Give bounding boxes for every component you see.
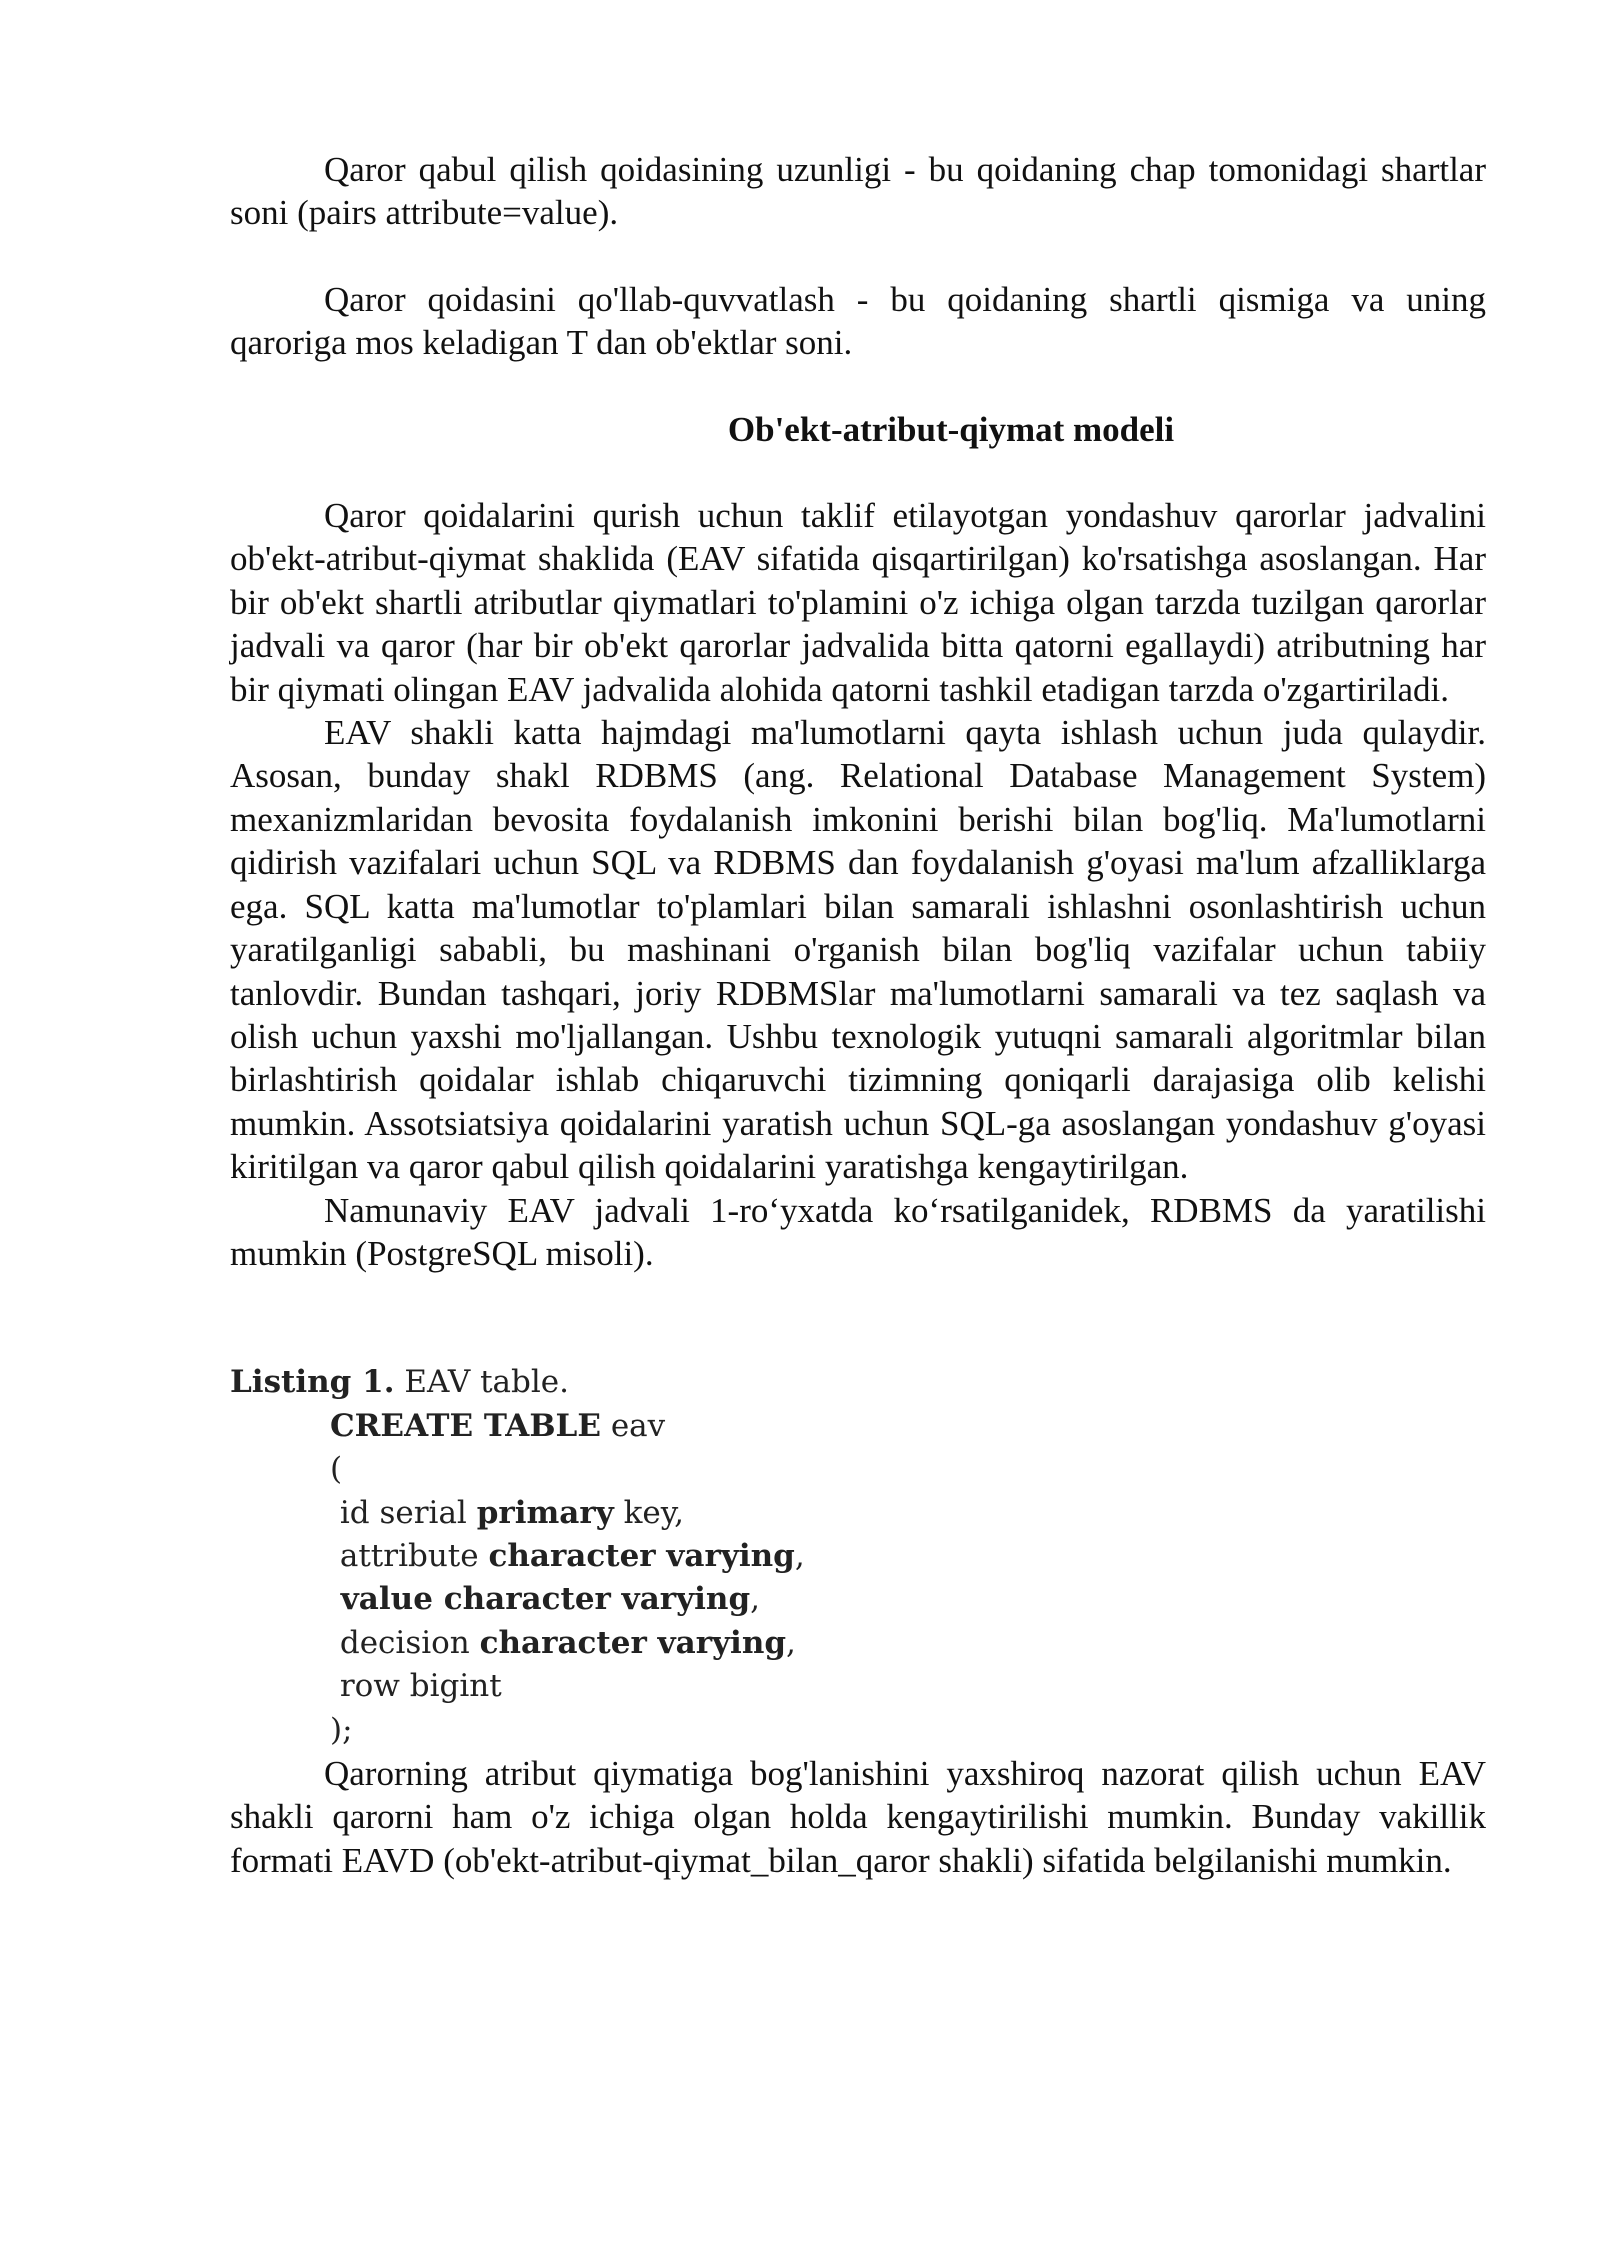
code-line-id [230, 1492, 1486, 1535]
document-page [230, 148, 1486, 1882]
paragraph-eavd: Qarorning atribut qiymatiga bog'lanishini yaxshiroq nazorat qilish uchun EAV shakli qarorni ham o'z ichiga olgan holda kengaytirilishi mumkin. Bunday vakillik formati EAVD (ob'ekt-atribut-qiymat_bilan_qaror shakli) sifatida belgilanishi mumkin. [230, 1754, 1486, 1880]
spacer [230, 235, 1486, 278]
code-text: , [750, 1581, 760, 1618]
paragraph-rule-length: Qaror qabul qilish qoidasining uzunligi - bu qoidaning chap tomonidagi shartlar soni (pairs attribute=value). [230, 150, 1486, 233]
paragraph-eav-advantages: EAV shakli katta hajmdagi ma'lumotlarni qayta ishlash uchun juda qulaydir. Asosan, bunday shakl RDBMS (ang. Relational Database Management System) mexanizmlaridan bevosita foydalanish imkonini berishi bilan bog'liq. Ma'lumotlarni qidirish vazifalari uchun SQL va RDBMS dan foydalanish g'oyasi ma'lum afzalliklarga ega. SQL katta ma'lumotlar to'plamlari bilan samarali ishlashni osonlashtirish uchun yaratilganligi sababli, bu mashinani o'rganish bilan bog'liq vazifalar uchun tabiiy tanlovdir. Bundan tashqari, joriy RDBMSlar ma'lumotlarni samarali va tez saqlash va olish uchun yaxshi mo'ljallangan. Ushbu texnologik yutuqni samarali algoritmlar bilan birlashtirish qoidalar ishlab chiqaruvchi tizimning qoniqarli darajasiga olib kelishi mumkin. Assotsiatsiya qoidalarini yaratish uchun SQL-ga asoslangan yondashuv g'oyasi kiritilgan va qaror qabul qilish qoidalarini yaratishga kengaytirilgan. [230, 713, 1486, 1187]
code-text: , [786, 1624, 796, 1661]
code-text: key, [613, 1494, 684, 1531]
code-keyword: character varying [479, 1624, 787, 1661]
code-line-decision [230, 1622, 1486, 1665]
paragraph-sample-table: Namunaviy EAV jadvali 1-ro‘yxatda ko‘rsatilganidek, RDBMS da yaratilishi mumkin (PostgreSQL misoli). [230, 1190, 1486, 1273]
spacer [230, 1275, 1486, 1361]
listing-title: EAV table. [394, 1364, 569, 1401]
code-line-row: row bigint [330, 1668, 502, 1705]
code-line-open: ( [330, 1451, 343, 1488]
listing-caption [230, 1361, 1486, 1404]
code-text: , [794, 1537, 805, 1574]
code-table-name: eav [600, 1407, 666, 1444]
code-keyword: primary [476, 1494, 614, 1531]
code-text: id serial [330, 1494, 477, 1531]
code-keyword: value character varying [330, 1581, 751, 1618]
spacer [230, 451, 1486, 494]
spacer [230, 365, 1486, 408]
code-line-attribute [230, 1535, 1486, 1578]
listing-number: Listing 1. [230, 1364, 395, 1401]
code-line-close: ); [330, 1711, 353, 1748]
code-line-value [230, 1578, 1486, 1621]
code-text: attribute [330, 1537, 489, 1574]
paragraph-rule-support: Qaror qoidasini qo'llab-quvvatlash - bu qoidaning shartli qismiga va uning qaroriga mos keladigan T dan ob'ektlar soni. [230, 279, 1486, 363]
code-listing [230, 1361, 1486, 1752]
code-keyword: character varying [488, 1537, 795, 1574]
paragraph-eav-approach: Qaror qoidalarini qurish uchun taklif etilayotgan yondashuv qarorlar jadvalini ob'ekt-atribut-qiymat shaklida (EAV sifatida qisqartirilgan) ko'rsatishga asoslangan. Har bir ob'ekt shartli atributlar qiymatlari to'plamini o'z ichiga olgan tarzda tuzilgan qarorlar jadvali va qaror (har bir ob'ekt qarorlar jadvalida bitta qatorni egallaydi) atributning har bir qiymati olingan EAV jadvalida alohida qatorni tashkil etadigan tarzda o'zgartiriladi. [230, 496, 1486, 709]
section-heading: Ob'ekt-atribut-qiymat modeli [727, 409, 1175, 449]
code-line-create [230, 1405, 1486, 1448]
code-text: decision [330, 1624, 480, 1661]
code-keyword: CREATE TABLE [330, 1407, 601, 1444]
